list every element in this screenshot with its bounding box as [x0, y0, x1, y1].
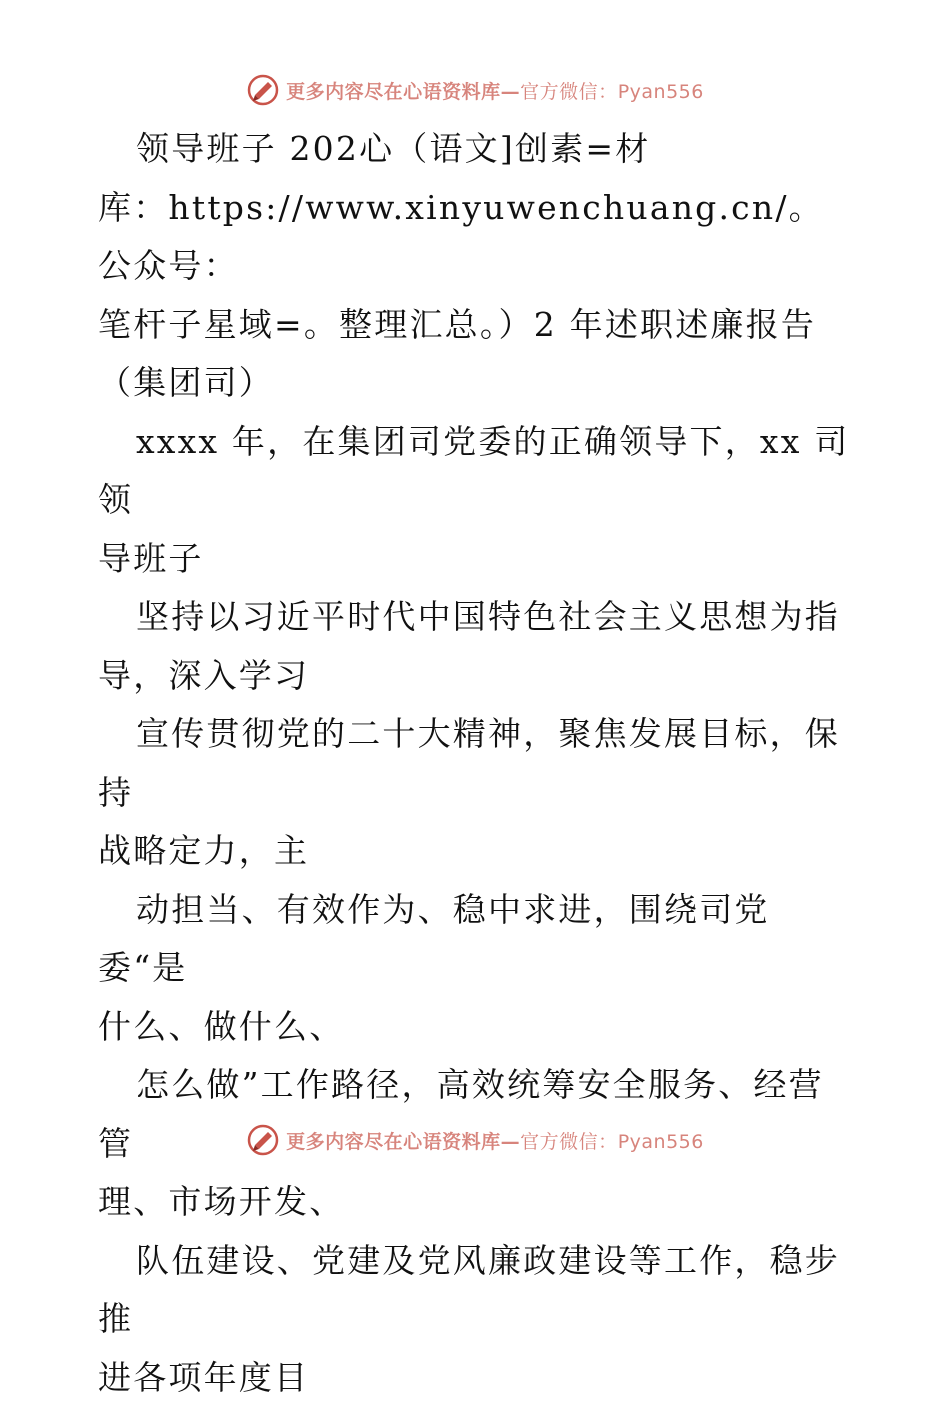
- doc-line: 怎么做”工作路径，高效统筹安全服务、经营管: [98, 1056, 858, 1173]
- header-watermark: [0, 70, 950, 110]
- doc-line: 动担当、有效作为、稳中求进，围绕司党委“是: [98, 881, 858, 998]
- watermark-id: Pyan556: [618, 81, 704, 103]
- doc-line: （集团司）: [98, 354, 858, 413]
- doc-line: 队伍建设、党建及党风廉政建设等工作，稳步推: [98, 1232, 858, 1349]
- doc-line: 导，深入学习: [98, 647, 858, 706]
- watermark-brand: 更多内容尽在心语资料库: [286, 81, 501, 103]
- doc-line: 库：https://www.xinyuwenchuang.cn/。公众号：: [98, 179, 858, 296]
- doc-line: 战略定力，主: [98, 822, 858, 881]
- footer-watermark: [0, 1120, 950, 1160]
- doc-line: 什么、做什么、: [98, 998, 858, 1057]
- pen-logo-icon: [246, 73, 280, 107]
- document-body: [98, 120, 858, 1407]
- watermark-id: Pyan556: [618, 1131, 704, 1153]
- doc-line: 导班子: [98, 530, 858, 589]
- doc-line: 坚持以习近平时代中国特色社会主义思想为指: [98, 588, 858, 647]
- doc-line: 领导班子 202心（语文]创素=材: [98, 120, 858, 179]
- pen-logo-icon: [246, 1123, 280, 1157]
- doc-line: 宣传贯彻党的二十大精神，聚焦发展目标，保持: [98, 705, 858, 822]
- watermark-text: [286, 1127, 704, 1154]
- watermark-separator: —: [501, 81, 521, 103]
- doc-line: 理、市场开发、: [98, 1173, 858, 1232]
- watermark-label: 官方微信：: [520, 1131, 618, 1153]
- doc-line: 笔杆子星域=。整理汇总。）2 年述职述廉报告: [98, 296, 858, 355]
- watermark-separator: —: [501, 1131, 521, 1153]
- watermark-brand: 更多内容尽在心语资料库: [286, 1131, 501, 1153]
- watermark-label: 官方微信：: [520, 81, 618, 103]
- doc-line: 进各项年度目: [98, 1349, 858, 1407]
- doc-line: xxxx 年，在集团司党委的正确领导下，xx 司领: [98, 413, 858, 530]
- watermark-text: [286, 77, 704, 104]
